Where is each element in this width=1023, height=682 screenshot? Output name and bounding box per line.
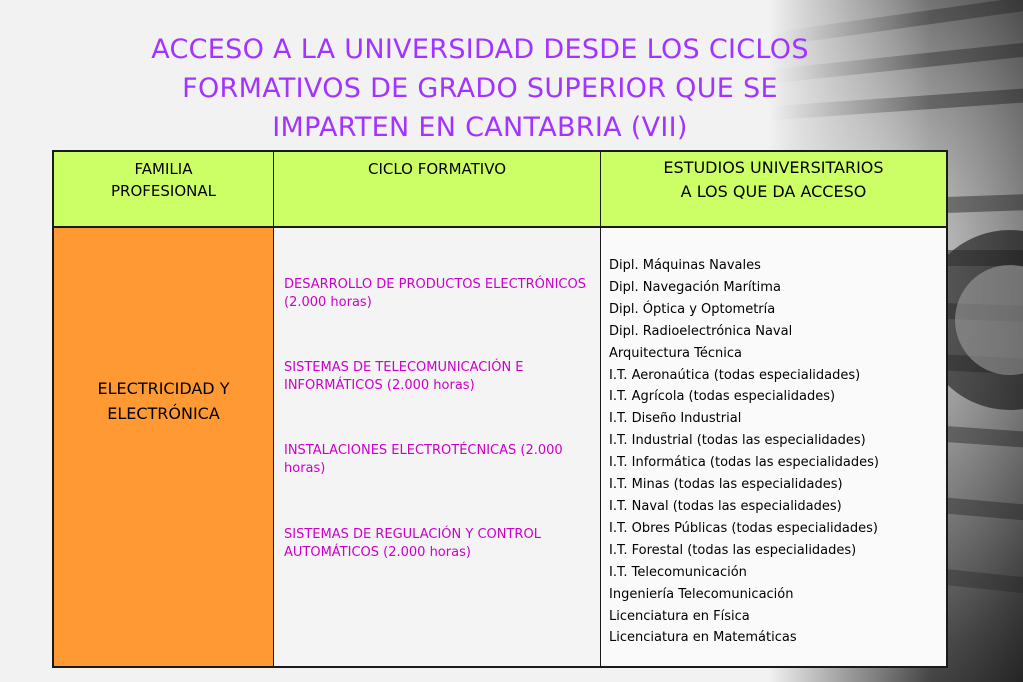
estudio-item: Licenciatura en Física [609,608,750,624]
estudio-item: Dipl. Óptica y Optometría [609,301,776,317]
estudio-item: Arquitectura Técnica [609,345,742,361]
estudio-item: I.T. Telecomunicación [609,564,747,580]
estudio-item: I.T. Informática (todas las especialidades) [609,455,879,471]
estudio-item: Ingeniería Telecomunicación [609,586,794,602]
header-estudios-line: ESTUDIOS UNIVERSITARIOS [663,158,884,177]
familia-cell [54,228,274,666]
header-familia-line: PROFESIONAL [111,182,216,200]
estudio-item: Licenciatura en Matemáticas [609,630,797,646]
ciclo-item: DESARROLLO DE PRODUCTOS ELECTRÓNICOS (2.000 horas) [284,277,586,310]
header-ciclo-label: CICLO FORMATIVO [367,160,507,178]
estudio-item: I.T. Aeronaútica (todas especialidades) [609,367,861,383]
familia-line: ELECTRÓNICA [107,404,220,423]
estudio-item: Dipl. Máquinas Navales [609,258,761,273]
estudio-item: I.T. Obres Públicas (todas especialidades) [609,520,878,536]
header-ciclo [274,152,601,228]
ciclos-cell [274,228,601,666]
ciclo-item: SISTEMAS DE TELECOMUNICACIÓN E INFORMÁTICOS (2.000 horas) [284,360,524,393]
estudio-item: I.T. Naval (todas las especialidades) [609,498,842,514]
estudios-cell [601,228,946,666]
header-familia-line: FAMILIA [134,160,193,178]
estudio-item: I.T. Forestal (todas las especialidades) [609,542,857,558]
header-estudios [601,152,946,228]
page-title-line: IMPARTEN EN CANTABRIA (VII) [272,112,688,143]
ciclo-item: INSTALACIONES ELECTROTÉCNICAS (2.000 horas) [284,443,563,476]
page-title-line: ACCESO A LA UNIVERSIDAD DESDE LOS CICLOS [151,34,809,65]
estudio-item: I.T. Minas (todas las especialidades) [609,477,843,493]
estudio-item: I.T. Diseño Industrial [609,411,742,427]
header-familia [54,152,274,228]
estudios-list [609,255,944,649]
ciclo-item: SISTEMAS DE REGULACIÓN Y CONTROL AUTOMÁTICOS (2.000 horas) [284,527,541,560]
estudio-item: I.T. Agrícola (todas especialidades) [609,389,836,405]
familia-line: ELECTRICIDAD Y [97,379,230,398]
estudio-item: Dipl. Navegación Marítima [609,279,781,295]
header-estudios-line: A LOS QUE DA ACCESO [680,182,867,201]
access-table [52,150,948,668]
page-title [60,30,900,147]
page-title-line: FORMATIVOS DE GRADO SUPERIOR QUE SE [182,73,778,104]
estudio-item: Dipl. Radioelectrónica Naval [609,323,793,339]
estudio-item: I.T. Industrial (todas las especialidades) [609,433,866,449]
